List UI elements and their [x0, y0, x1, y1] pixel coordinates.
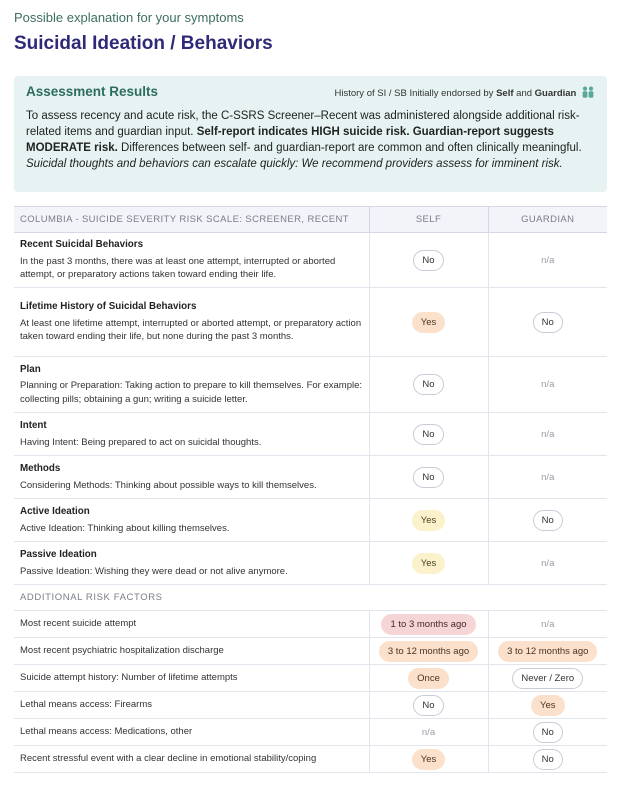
additional-risk-factors-header-row — [14, 585, 607, 611]
guardian-response-text: n/a — [541, 254, 555, 266]
table-row — [14, 288, 607, 357]
self-response-badge: Yes — [412, 749, 446, 770]
table-row — [14, 665, 607, 692]
history-and: and — [513, 88, 535, 99]
self-response-badge: No — [413, 467, 443, 488]
cssrs-table — [14, 206, 607, 773]
row-description: Passive Ideation: Wishing they were dead or not alive anymore. — [20, 565, 288, 577]
self-response-badge: No — [413, 695, 443, 716]
column-header-self: SELF — [369, 207, 488, 233]
guardian-response-badge: No — [533, 510, 563, 531]
row-description: Active Ideation: Thinking about killing themselves. — [20, 522, 230, 534]
guardian-response-text: n/a — [541, 379, 555, 390]
assessment-results-panel — [14, 76, 607, 192]
assessment-risk-summary: Self-report indicates HIGH suicide risk. Guardian-report suggests MODERATE risk. — [26, 126, 554, 154]
row-title: Recent Suicidal Behaviors — [20, 239, 144, 251]
row-title: Active Ideation — [20, 506, 90, 517]
table-row — [14, 357, 607, 413]
row-title: Methods — [20, 463, 61, 474]
row-description: At least one lifetime attempt, interrupted or aborted attempt, or preparatory action taken toward ending their life, but none during the past 3 months. — [20, 317, 362, 343]
history-endorsement — [335, 86, 596, 99]
table-row — [14, 746, 607, 773]
guardian-response-badge: Yes — [531, 695, 565, 716]
row-title: Passive Ideation — [20, 549, 97, 560]
table-row — [14, 233, 607, 288]
column-header-guardian: GUARDIAN — [488, 207, 607, 233]
guardian-response-badge: No — [533, 722, 563, 743]
row-description: In the past 3 months, there was at least one attempt, interrupted or aborted attempt, or preparatory actions taken toward ending their life. — [20, 255, 336, 281]
row-description: Considering Methods: Thinking about possible ways to kill themselves. — [20, 479, 317, 491]
self-response-badge: 1 to 3 months ago — [381, 614, 475, 635]
assessment-recommendation: Suicidal thoughts and behaviors can escalate quickly: We recommend providers assess for imminent risk. — [26, 158, 563, 170]
table-row — [14, 638, 607, 665]
risk-factor-label: Recent stressful event with a clear decline in emotional stability/coping — [14, 746, 369, 773]
column-header-scale: COLUMBIA - SUICIDE SEVERITY RISK SCALE: SCREENER, RECENT — [14, 207, 369, 233]
assessment-intro: To assess recency and acute risk, the C-SSRS Screener–Recent was administered alongside additional risk-related items and guardian input. — [26, 110, 580, 138]
additional-risk-factors-heading: ADDITIONAL RISK FACTORS — [14, 585, 607, 611]
risk-factor-label: Lethal means access: Firearms — [14, 692, 369, 719]
self-response-badge: Yes — [412, 553, 446, 574]
guardian-response-text: n/a — [541, 471, 555, 483]
people-icon — [581, 86, 595, 98]
guardian-response-badge: No — [533, 749, 563, 770]
self-response-badge: Once — [408, 668, 449, 689]
row-title: Intent — [20, 420, 47, 431]
self-response-badge: Yes — [412, 510, 446, 531]
page-title: Suicidal Ideation / Behaviors — [14, 33, 273, 54]
guardian-response-text: n/a — [541, 557, 555, 569]
self-response-badge: No — [413, 250, 443, 271]
self-response-badge: Yes — [412, 312, 446, 333]
assessment-note: Differences between self- and guardian-report are common and often clinically meaningful. — [117, 142, 582, 154]
row-title: Plan — [20, 363, 41, 375]
history-self: Self — [496, 88, 514, 99]
table-row — [14, 413, 607, 456]
guardian-response-text: n/a — [541, 618, 555, 630]
self-response-text: n/a — [421, 726, 436, 738]
self-response-badge: 3 to 12 months ago — [379, 641, 478, 662]
self-response-badge: No — [413, 424, 443, 445]
assessment-results-title: Assessment Results — [26, 84, 159, 99]
history-prefix: History of SI / SB Initially endorsed by — [334, 88, 497, 99]
history-guardian: Guardian — [534, 88, 577, 99]
table-row — [14, 611, 607, 638]
row-description: Planning or Preparation: Taking action to prepare to kill themselves. For example: collecting pills; obtaining a gun; writing a suicide letter. — [20, 380, 363, 405]
guardian-response-badge: 3 to 12 months ago — [498, 641, 597, 662]
eyebrow-text: Possible explanation for your symptoms — [14, 10, 244, 25]
guardian-response-text: n/a — [541, 428, 555, 440]
self-response-badge: No — [413, 374, 443, 395]
guardian-response-badge: No — [533, 312, 563, 333]
risk-factor-label: Most recent psychiatric hospitalization discharge — [14, 638, 369, 665]
row-description: Having Intent: Being prepared to act on suicidal thoughts. — [20, 436, 262, 448]
guardian-response-badge: Never / Zero — [512, 668, 583, 689]
table-row — [14, 499, 607, 542]
risk-factor-label: Lethal means access: Medications, other — [14, 719, 369, 746]
table-row — [14, 542, 607, 585]
risk-factor-label: Suicide attempt history: Number of lifetime attempts — [14, 665, 369, 692]
risk-factor-label: Most recent suicide attempt — [14, 611, 369, 638]
table-row — [14, 719, 607, 746]
table-row — [14, 692, 607, 719]
table-row — [14, 456, 607, 499]
row-title: Lifetime History of Suicidal Behaviors — [20, 301, 197, 313]
assessment-body — [26, 108, 595, 172]
